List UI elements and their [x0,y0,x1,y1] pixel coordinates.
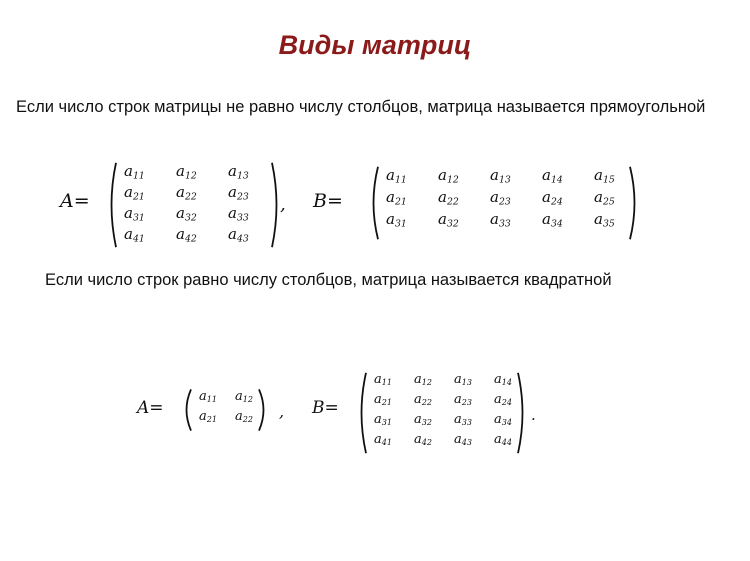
right-parenthesis [257,389,269,431]
matrix-entry: $a_{21}$ [124,183,145,203]
matrix-entry: $a_{12}$ [438,166,459,186]
matrix-entry: $a_{22}$ [176,183,197,203]
matrix-entry: $a_{14}$ [494,372,513,387]
matrix-entry: $a_{15}$ [594,166,615,186]
matrix-entry: $a_{24}$ [542,188,563,208]
matrix-entry: $a_{12}$ [235,389,254,404]
matrix-b-square [356,372,528,454]
matrix-entry: $a_{35}$ [594,210,615,230]
matrix-a-label: A= [60,190,90,212]
matrix-entry: $a_{43}$ [454,432,473,447]
left-parenthesis [368,166,380,240]
matrix-a-rectangular [106,162,282,248]
matrix-entry: $a_{43}$ [228,225,249,245]
matrix-entry: $a_{42}$ [176,225,197,245]
left-parenthesis [356,372,368,454]
matrix-entry: $a_{31}$ [386,210,407,230]
square-definition-text: Если число строк равно числу столбцов, матрица называется квадратной [45,271,612,289]
matrix-entry: $a_{11}$ [374,372,393,387]
matrix-entry: $a_{23}$ [228,183,249,203]
matrix-entry: $a_{23}$ [454,392,473,407]
matrix-entry: $a_{21}$ [199,409,218,424]
matrix-entry: $a_{24}$ [494,392,513,407]
matrix-entry: $a_{31}$ [124,204,145,224]
matrix-a-square [181,389,269,431]
rectangular-matrices-equation [58,160,658,245]
left-parenthesis [106,162,118,248]
matrix-entry: $a_{12}$ [176,162,197,182]
matrix-b-label: B= [312,398,339,418]
comma-separator: , [280,194,286,215]
matrix-b-rectangular [368,166,640,240]
matrix-entry: $a_{33}$ [490,210,511,230]
matrix-entry: $a_{23}$ [490,188,511,208]
matrix-entry: $a_{33}$ [228,204,249,224]
matrix-entry: $a_{32}$ [438,210,459,230]
matrix-entry: $a_{32}$ [176,204,197,224]
matrix-entry: $a_{44}$ [494,432,513,447]
matrix-entry: $a_{25}$ [594,188,615,208]
matrix-entry: $a_{41}$ [124,225,145,245]
right-parenthesis [628,166,640,240]
matrix-entry: $a_{12}$ [414,372,433,387]
matrix-b-label: B= [313,190,343,212]
matrix-entry: $a_{42}$ [414,432,433,447]
matrix-entry: $a_{14}$ [542,166,563,186]
matrix-entry: $a_{22}$ [235,409,254,424]
matrix-entry: $a_{21}$ [374,392,393,407]
period: . [531,406,536,424]
matrix-entry: $a_{34}$ [494,412,513,427]
square-matrices-equation [135,372,555,462]
comma-separator: , [279,402,285,421]
rectangular-definition-text: Если число строк матрицы не равно числу столбцов, матрица называется прямоугольной [16,98,706,116]
matrix-entry: $a_{11}$ [199,389,218,404]
matrix-entry: $a_{32}$ [414,412,433,427]
left-parenthesis [181,389,193,431]
matrix-entry: $a_{22}$ [438,188,459,208]
slide-title: Виды матриц [278,30,472,60]
matrix-a-label: A= [137,398,164,418]
matrix-entry: $a_{13}$ [490,166,511,186]
matrix-entry: $a_{33}$ [454,412,473,427]
matrix-entry: $a_{31}$ [374,412,393,427]
matrix-entry: $a_{34}$ [542,210,563,230]
matrix-entry: $a_{11}$ [386,166,407,186]
matrix-entry: $a_{13}$ [454,372,473,387]
matrix-entry: $a_{13}$ [228,162,249,182]
right-parenthesis [516,372,528,454]
matrix-entry: $a_{41}$ [374,432,393,447]
matrix-entry: $a_{21}$ [386,188,407,208]
matrix-entry: $a_{11}$ [124,162,145,182]
matrix-entry: $a_{22}$ [414,392,433,407]
